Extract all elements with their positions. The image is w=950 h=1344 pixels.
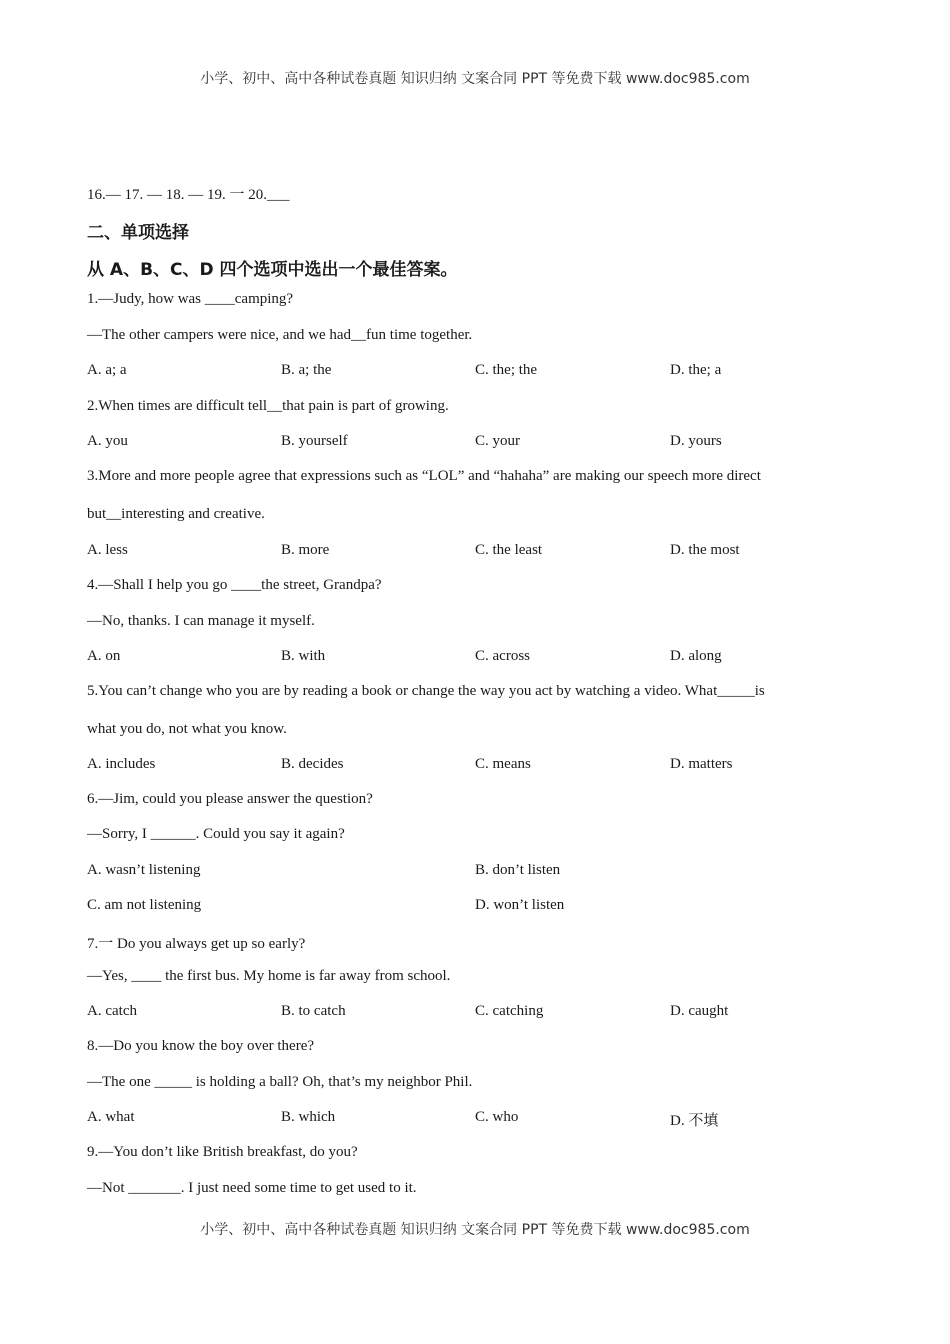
option-b: B. a; the [281, 362, 332, 378]
option-d: D. along [670, 648, 722, 664]
page-header: 小学、初中、高中各种试卷真题 知识归纳 文案合同 PPT 等免费下载 www.doc985.com [200, 71, 750, 87]
question-4-line-1: 4.—Shall I help you go ____the street, Grandpa? [87, 577, 382, 593]
option-b: B. don’t listen [475, 862, 561, 878]
question-9-line-1: 9.—You don’t like British breakfast, do you? [87, 1144, 358, 1160]
option-d: D. caught [670, 1003, 729, 1019]
question-9-line-2: —Not _______. I just need some time to get used to it. [87, 1180, 417, 1196]
option-b: B. to catch [281, 1003, 346, 1019]
question-8-line-2: —The one _____ is holding a ball? Oh, that’s my neighbor Phil. [87, 1074, 473, 1090]
question-7-line-1: 7.一 Do you always get up so early? [87, 936, 306, 952]
question-1-line-1: 1.—Judy, how was ____camping? [87, 291, 294, 307]
question-7-line-2: —Yes, ____ the first bus. My home is far away from school. [87, 968, 451, 984]
option-b: B. yourself [281, 433, 348, 449]
option-c: C. catching [475, 1003, 544, 1019]
option-d: D. the most [670, 542, 740, 558]
question-4-line-2: —No, thanks. I can manage it myself. [87, 613, 315, 629]
question-1-line-2: —The other campers were nice, and we had__fun time together. [87, 327, 473, 343]
option-a: A. on [87, 648, 121, 664]
option-b: B. decides [281, 756, 344, 772]
option-b: B. more [281, 542, 330, 558]
answer-blanks: 16.— 17. — 18. — 19. 一 20.___ [87, 187, 290, 203]
question-5-line-1: 5.You can’t change who you are by reading a book or change the way you act by watching a video. What_____is [87, 683, 765, 699]
option-a: A. includes [87, 756, 156, 772]
option-c: C. who [475, 1109, 519, 1125]
question-8-line-1: 8.—Do you know the boy over there? [87, 1038, 315, 1054]
option-a: A. catch [87, 1003, 137, 1019]
option-d: D. won’t listen [475, 897, 565, 913]
option-a: A. you [87, 433, 128, 449]
option-c: C. your [475, 433, 520, 449]
option-d: D. matters [670, 756, 733, 772]
option-c: C. the least [475, 542, 543, 558]
section-title: 二、单项选择 [87, 223, 189, 243]
page-footer: 小学、初中、高中各种试卷真题 知识归纳 文案合同 PPT 等免费下载 www.doc985.com [200, 1222, 750, 1238]
option-b: B. with [281, 648, 326, 664]
option-a: A. what [87, 1109, 135, 1125]
option-c: C. means [475, 756, 531, 772]
option-a: A. a; a [87, 362, 127, 378]
question-2-line-1: 2.When times are difficult tell__that pain is part of growing. [87, 398, 449, 414]
instructions: 从 A、B、C、D 四个选项中选出一个最佳答案。 [87, 260, 458, 280]
option-c: C. am not listening [87, 897, 202, 913]
option-c: C. across [475, 648, 530, 664]
option-a: A. wasn’t listening [87, 862, 201, 878]
question-5-line-2: what you do, not what you know. [87, 721, 287, 737]
question-3-line-2: but__interesting and creative. [87, 506, 265, 522]
question-6-line-1: 6.—Jim, could you please answer the question? [87, 791, 373, 807]
question-3-line-1: 3.More and more people agree that expressions such as “LOL” and “hahaha” are making our speech more direct [87, 468, 761, 484]
option-a: A. less [87, 542, 128, 558]
option-c: C. the; the [475, 362, 538, 378]
option-d: D. yours [670, 433, 722, 449]
option-b: B. which [281, 1109, 336, 1125]
option-d: D. 不填 [670, 1113, 719, 1129]
option-d: D. the; a [670, 362, 722, 378]
question-6-line-2: —Sorry, I ______. Could you say it again? [87, 826, 345, 842]
